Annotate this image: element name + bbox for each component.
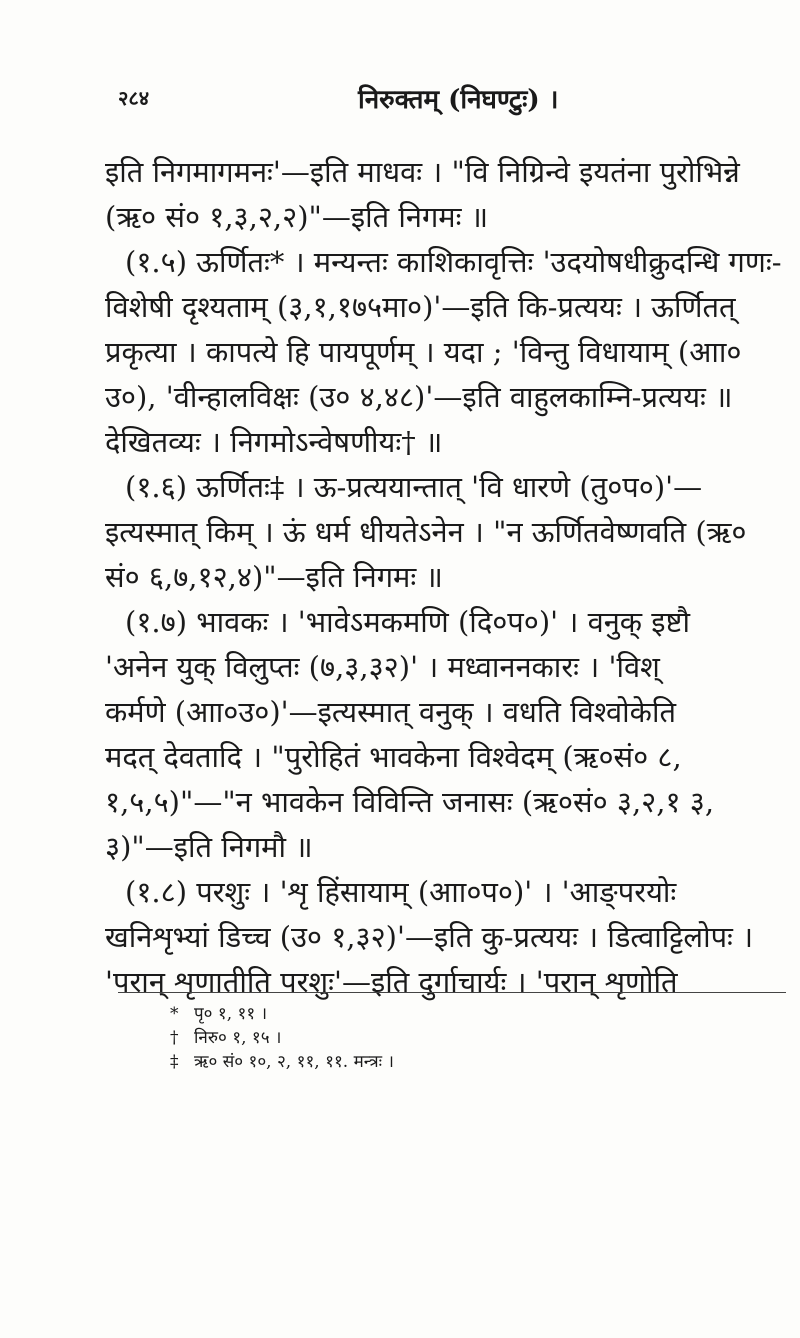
text-line: इत्यस्मात् किम् । ऊं धर्म धीयतेऽनेन । "न ऊर्णितवेष्णवति (ऋ० [105, 515, 747, 549]
text-line: 'परान् शृणातीति परशुः'—इति दुर्गाचार्यः । 'परान् शृणोति [105, 965, 678, 999]
text-line: प्रकृत्या । कापत्ये हि पायपूर्णम् । यदा ; 'विन्तु विधायाम् (आा० [105, 335, 742, 369]
page-number: २८४ [118, 86, 150, 110]
text-line: (ऋ० सं० १,३,२,२)"—इति निगमः ॥ [105, 200, 489, 234]
text-line: (१.५) ऊर्णितः* । मन्यन्तः काशिकावृत्तिः 'उदयोषधीक्रुदन्धि गणः- [125, 245, 782, 279]
footnote-divider [118, 992, 786, 993]
text-line: (१.६) ऊर्णितः‡ । ऊ-प्रत्ययान्तात् 'वि धारणे (तु०प०)'— [125, 470, 703, 504]
footnote-mark: * [170, 1004, 179, 1024]
page-header [118, 78, 758, 118]
footnote-mark: † [170, 1028, 179, 1048]
footnote-text: निरु० १, १५ । [194, 1028, 282, 1048]
footnotes [170, 1002, 670, 1074]
text-line: विशेषी दृश्यताम् (३,१,१७५मा०)'—इति कि-प्रत्ययः । ऊर्णितत् [105, 290, 736, 324]
text-line: देखितव्यः । निगमोऽन्वेषणीयः† ॥ [105, 425, 443, 459]
text-line: उ०), 'वीन्हालविक्षः (उ० ४,४८)'—इति वाहुलकाम्नि-प्रत्ययः ॥ [105, 380, 733, 414]
text-line: (१.८) परशुः । 'शृ हिंसायाम् (आा०प०)' । 'आङ्परयोः [125, 875, 677, 909]
footnote-text: ऋ० सं० १०, २, ११, ११. मन्त्रः । [194, 1052, 394, 1072]
footnote-text: पृ० १, ११ । [194, 1004, 268, 1024]
text-line: (१.७) भावकः । 'भावेऽमकमणि (दि०प०)' । वनुक् इष्टौ [125, 605, 690, 639]
footnote-mark: ‡ [170, 1052, 179, 1072]
footnote [170, 1026, 670, 1050]
text-line: 'अनेन युक् विलुप्तः (७,३,३२)' । मध्वाननकारः । 'विश् [105, 650, 660, 684]
footnote [170, 1050, 670, 1074]
text-line: मदत् देवतादि । "पुरोहितं भावकेना विश्वेदम् (ऋ०सं० ८, [105, 740, 682, 774]
running-title: निरुक्तम् (निघण्टुः) । [358, 85, 559, 115]
text-line: सं० ६,७,१२,४)"—इति निगमः ॥ [105, 560, 443, 594]
footnote [170, 1002, 670, 1026]
text-line: १,५,५)"—"न भावकेन विविन्ति जनासः (ऋ०सं० ३,२,१ ३, [105, 785, 715, 819]
text-line: खनिशृभ्यां डिच्च (उ० १,३२)'—इति कु-प्रत्ययः । डित्वाट्टिलोपः । [105, 920, 754, 954]
text-line: ३)"—इति निगमौ ॥ [105, 830, 313, 864]
body-text [105, 150, 785, 1005]
text-line: इति निगमागमनः'—इति माधवः । "वि निग्रिन्वे इयतंना पुरोभिन्ने [105, 155, 740, 189]
text-line: कर्मणे (आा०उ०)'—इत्यस्मात् वनुक् । वधति विश्वोकेति [105, 695, 676, 729]
